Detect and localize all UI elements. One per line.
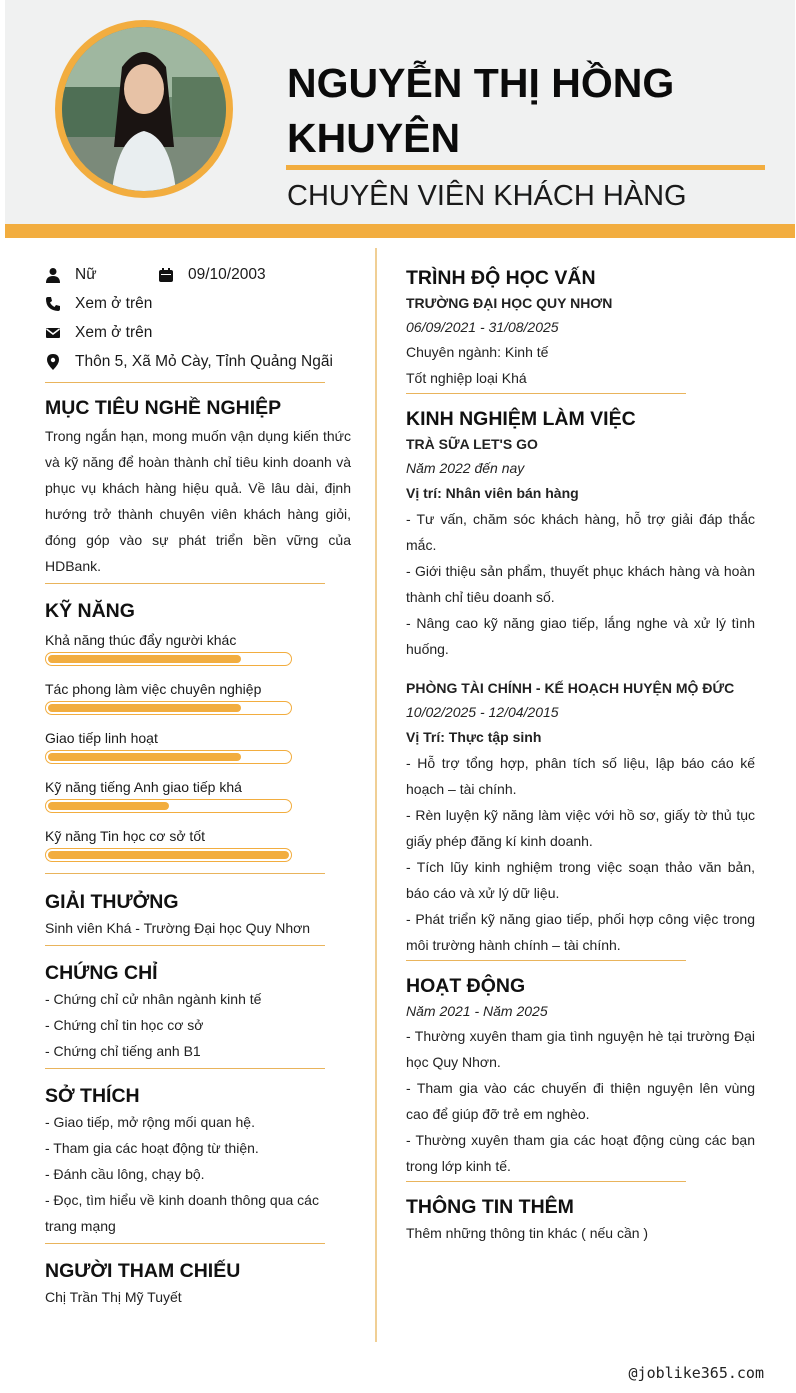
skill-item — [45, 679, 351, 715]
hobby-item: - Đánh cầu lông, chạy bộ. — [45, 1166, 205, 1182]
experience-company: TRÀ SỮA LET'S GO — [406, 436, 538, 452]
hobby-item: - Giao tiếp, mở rộng mối quan hệ. — [45, 1114, 255, 1130]
extra-info-title: THÔNG TIN THÊM — [406, 1196, 574, 1218]
phone-value: Xem ở trên — [75, 294, 153, 312]
section-divider — [45, 382, 325, 383]
avatar — [62, 27, 226, 191]
experience-company: PHÒNG TÀI CHÍNH - KẾ HOẠCH HUYỆN MỘ ĐỨC — [406, 680, 735, 696]
experience-task: - Giới thiệu sản phẩm, thuyết phục khách hàng và hoàn thành chỉ tiêu doanh số. — [406, 563, 755, 605]
phone-icon — [45, 296, 75, 312]
gender-value: Nữ — [75, 265, 97, 283]
certificates-title: CHỨNG CHỈ — [45, 962, 158, 984]
skill-item — [45, 728, 351, 764]
education-school: TRƯỜNG ĐẠI HỌC QUY NHƠN — [406, 295, 613, 311]
skill-label: Kỹ năng tiếng Anh giao tiếp khá — [45, 779, 242, 795]
objective-title: MỤC TIÊU NGHỀ NGHIỆP — [45, 397, 282, 419]
section-divider — [406, 393, 686, 394]
gender-birthday-row — [45, 260, 351, 289]
certificate-item: - Chứng chỉ tiếng anh B1 — [45, 1043, 201, 1059]
column-divider — [375, 248, 377, 1342]
awards-title: GIẢI THƯỞNG — [45, 891, 179, 913]
address-value: Thôn 5, Xã Mỏ Cày, Tỉnh Quảng Ngãi — [75, 352, 333, 370]
right-column — [406, 260, 755, 1246]
skill-label: Kỹ năng Tin học cơ sở tốt — [45, 828, 205, 844]
skill-bar-fill — [48, 753, 241, 761]
experience-task: - Rèn luyện kỹ năng làm việc với hồ sơ, giấy tờ thủ tục giấy phép đăng kí kinh doanh. — [406, 807, 755, 849]
email-row — [45, 318, 351, 347]
skill-item — [45, 630, 351, 666]
section-divider — [45, 945, 325, 946]
birthday-value: 09/10/2003 — [188, 265, 266, 283]
skill-bar — [45, 848, 292, 862]
section-divider — [45, 1243, 325, 1244]
section-divider — [45, 873, 325, 874]
hobby-item: - Tham gia các hoạt động từ thiện. — [45, 1140, 259, 1156]
experience-title: KINH NGHIỆM LÀM VIỆC — [406, 408, 636, 430]
hobby-item: - Đọc, tìm hiểu về kinh doanh thông qua các trang mạng — [45, 1192, 319, 1234]
education-grade: Tốt nghiệp loại Khá — [406, 370, 527, 386]
phone-row — [45, 289, 351, 318]
experience-item — [406, 676, 755, 958]
reference-title: NGƯỜI THAM CHIẾU — [45, 1260, 241, 1282]
candidate-name: NGUYỄN THỊ HỒNG KHUYÊN — [287, 60, 675, 161]
activity-item: - Tham gia vào các chuyến đi thiện nguyện lên vùng cao để giúp đỡ trẻ em nghèo. — [406, 1080, 755, 1122]
experience-task: - Nâng cao kỹ năng giao tiếp, lắng nghe và xử lý tình huống. — [406, 615, 755, 657]
experience-task: - Tư vấn, chăm sóc khách hàng, hỗ trợ giải đáp thắc mắc. — [406, 511, 755, 553]
portrait-photo — [62, 27, 226, 191]
activities-title: HOẠT ĐỘNG — [406, 975, 526, 997]
skill-label: Giao tiếp linh hoạt — [45, 730, 158, 746]
skills-list — [45, 630, 351, 862]
skill-bar-fill — [48, 704, 241, 712]
certificate-item: - Chứng chỉ tin học cơ sở — [45, 1017, 204, 1033]
experience-task: - Tích lũy kinh nghiệm trong việc soạn thảo văn bản, báo cáo và xử lý dữ liệu. — [406, 859, 755, 901]
hobbies-title: SỞ THÍCH — [45, 1085, 140, 1107]
skill-label: Tác phong làm việc chuyên nghiệp — [45, 681, 262, 697]
section-divider — [45, 583, 325, 584]
activity-item: - Thường xuyên tham gia các hoạt động cùng các bạn trong lớp kinh tế. — [406, 1132, 755, 1174]
watermark: @joblike365.com — [628, 1364, 764, 1382]
skill-item — [45, 826, 351, 862]
objective-text: Trong ngắn hạn, mong muốn vận dụng kiến thức và kỹ năng để hoàn thành chỉ tiêu kinh doanh và phục vụ khách hàng hiệu quả. Về lâu dài, định hướng trở thành chuyên viên khách hàng giỏi, đóng góp vào sự phát triển bền vững của HDBank. — [45, 428, 351, 574]
education-title: TRÌNH ĐỘ HỌC VẤN — [406, 267, 596, 289]
experience-item — [406, 432, 755, 662]
section-divider — [406, 960, 686, 961]
activities-period: Năm 2021 - Năm 2025 — [406, 1003, 548, 1019]
education-major: Chuyên ngành: Kinh tế — [406, 344, 549, 360]
skill-bar — [45, 652, 292, 666]
envelope-icon — [45, 325, 75, 341]
name-underline — [286, 165, 765, 170]
section-divider — [45, 1068, 325, 1069]
skill-bar-fill — [48, 851, 289, 859]
skills-title: KỸ NĂNG — [45, 600, 135, 622]
skill-item — [45, 777, 351, 813]
address-row — [45, 347, 351, 376]
person-icon — [45, 267, 75, 283]
awards-text: Sinh viên Khá - Trường Đại học Quy Nhơn — [45, 920, 311, 936]
skill-bar-fill — [48, 802, 169, 810]
location-pin-icon — [45, 354, 75, 370]
header-accent-bar — [5, 224, 795, 238]
calendar-icon — [158, 267, 188, 283]
experience-position: Vị Trí: Thực tập sinh — [406, 729, 542, 745]
extra-info-text: Thêm những thông tin khác ( nếu cần ) — [406, 1225, 649, 1241]
activity-item: - Thường xuyên tham gia tình nguyện hè tại trường Đại học Quy Nhơn. — [406, 1028, 755, 1070]
section-divider — [406, 1181, 686, 1182]
experience-task: - Phát triển kỹ năng giao tiếp, phối hợp công việc trong môi trường hành chính – tài chính. — [406, 911, 755, 953]
skill-label: Khả năng thúc đẩy người khác — [45, 632, 237, 648]
reference-text: Chị Trần Thị Mỹ Tuyết — [45, 1289, 182, 1305]
experience-period: Năm 2022 đến nay — [406, 460, 525, 476]
job-title: CHUYÊN VIÊN KHÁCH HÀNG — [287, 180, 687, 212]
skill-bar — [45, 799, 292, 813]
experience-period: 10/02/2025 - 12/04/2015 — [406, 704, 559, 720]
skill-bar — [45, 750, 292, 764]
education-period: 06/09/2021 - 31/08/2025 — [406, 319, 559, 335]
email-value: Xem ở trên — [75, 323, 153, 341]
certificate-item: - Chứng chỉ cử nhân ngành kinh tế — [45, 991, 262, 1007]
experience-position: Vị trí: Nhân viên bán hàng — [406, 485, 579, 501]
experience-task: - Hỗ trợ tổng hợp, phân tích số liệu, lập báo cáo kế hoạch – tài chính. — [406, 755, 755, 797]
left-column — [45, 260, 351, 1310]
skill-bar-fill — [48, 655, 241, 663]
skill-bar — [45, 701, 292, 715]
